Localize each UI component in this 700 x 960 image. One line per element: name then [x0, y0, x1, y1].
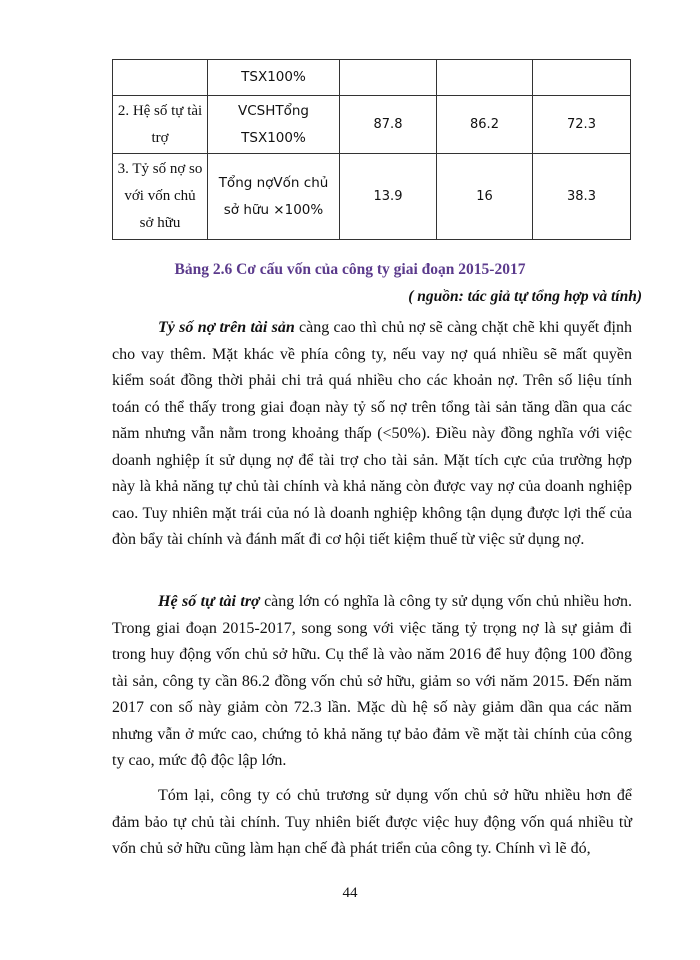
paragraph-summary — [112, 783, 632, 863]
paragraph-debt-ratio — [112, 315, 632, 554]
value-2015 — [340, 60, 437, 96]
paragraph-text: càng lớn có nghĩa là công ty sử dụng vốn chủ nhiều hơn. Trong giai đoạn 2015-2017, song song với việc tăng tỷ trọng nợ là sự giảm đi trong huy động vốn chủ sở hữu. Cụ thể là vào năm 2016 để huy động 100 đồng tài sản, công ty cần 86.2 đồng vốn chủ sở hữu, giảm so với năm 2015. Đến năm 2017 con số này giảm còn 72.3 lần. Mặc dù hệ số này giảm dần qua các năm nhưng vẫn ở mức cao, chứng tỏ khả năng tự bảo đảm về mặt tài chính của công ty cao, mức độ độc lập lớn. — [112, 593, 633, 769]
table-row — [113, 60, 631, 96]
table-source-note: ( nguồn: tác giả tự tổng hợp và tính) — [408, 288, 642, 305]
value-2016: 86.2 — [437, 96, 533, 154]
value-2017: 72.3 — [533, 96, 631, 154]
table-row — [113, 96, 631, 154]
paragraph-text: càng cao thì chủ nợ sẽ càng chặt chẽ khi quyết định cho vay thêm. Mặt khác về phía công ty, nếu vay nợ quá nhiều sẽ mất quyền kiểm soát đồng thời phải chi trả quá nhiều cho các khoản nợ. Trên số liệu tính toán có thể thấy trong giai đoạn này tỷ số nợ trên tổng tài sản tăng dần qua các năm nhưng vẫn nằm trong khoảng thấp (<50%). Điều này đồng nghĩa với việc doanh nghiệp ít sử dụng nợ để tài trợ cho tài sản. Mặt tích cực của trường hợp này là khả năng tự chủ tài chính và khả năng còn được vay nợ của doanh nghiệp cao. Tuy nhiên mặt trái của nó là doanh nghiệp không tận dụng được lợi thế của đòn bẩy tài chính và đánh mất đi cơ hội tiết kiệm thuế từ việc sử dụng nợ. — [112, 319, 632, 548]
paragraph-text: Tóm lại, công ty có chủ trương sử dụng vốn chủ sở hữu nhiều hơn để đảm bảo tự chủ tài chính. Tuy nhiên biết được việc huy động vốn quá nhiều từ vốn chủ sở hữu cũng làm hạn chế đà phát triển của công ty. Chính vì lẽ đó, — [112, 787, 632, 857]
row-formula: Tổng nợVốn chủ sở hữu ×100% — [208, 154, 340, 240]
row-label — [113, 60, 208, 96]
table-row — [113, 154, 631, 240]
capital-structure-table — [112, 59, 631, 240]
row-formula: VCSHTổng TSX100% — [208, 96, 340, 154]
paragraph-equity-ratio — [112, 589, 632, 775]
value-2017 — [533, 60, 631, 96]
row-label: 3. Tỷ số nợ so với vốn chủ sở hữu — [113, 154, 208, 240]
value-2015: 87.8 — [340, 96, 437, 154]
paragraph-lead-term: Hệ số tự tài trợ — [158, 593, 260, 610]
row-label: 2. Hệ số tự tài trợ — [113, 96, 208, 154]
value-2016: 16 — [437, 154, 533, 240]
value-2015: 13.9 — [340, 154, 437, 240]
value-2016 — [437, 60, 533, 96]
value-2017: 38.3 — [533, 154, 631, 240]
page-number: 44 — [342, 885, 358, 901]
table-caption: Bảng 2.6 Cơ cấu vốn của công ty giai đoạn 2015-2017 — [174, 261, 526, 278]
row-formula: TSX100% — [208, 60, 340, 96]
paragraph-lead-term: Tỷ số nợ trên tài sản — [158, 319, 295, 336]
